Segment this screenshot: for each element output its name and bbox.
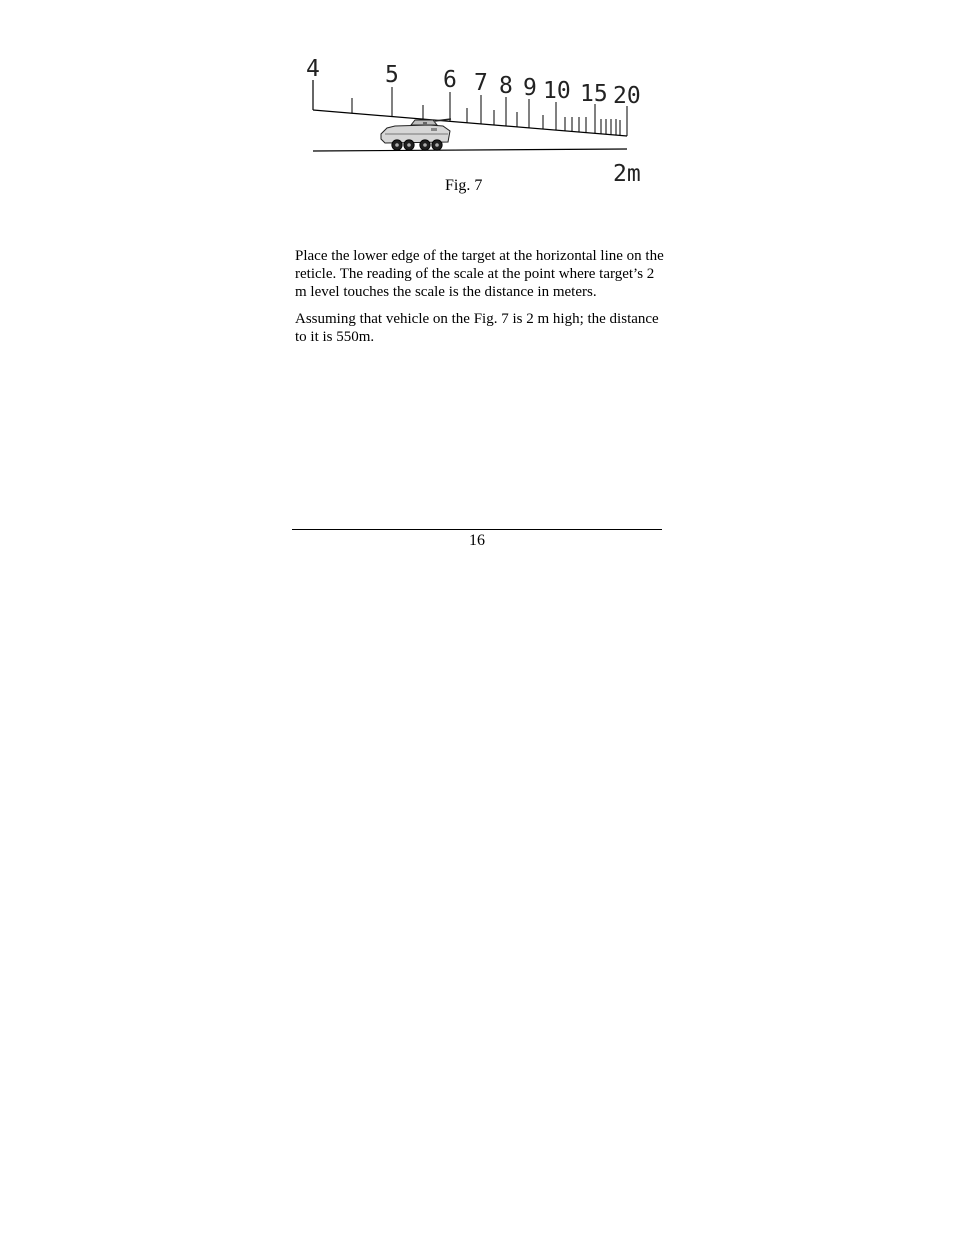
footer-divider (292, 529, 662, 530)
figure-caption: Fig. 7 (445, 177, 483, 194)
paragraph: Assuming that vehicle on the Fig. 7 is 2 m high; the distance to it is 550m. (295, 310, 659, 345)
scale-label-20: 20 (613, 83, 641, 109)
sloped-scale-line (313, 110, 627, 136)
scale-label-5: 5 (385, 62, 399, 88)
body-text (295, 247, 665, 354)
scale-label-10: 10 (543, 78, 571, 104)
scale-label-9: 9 (523, 75, 537, 101)
armored-vehicle-icon (381, 119, 451, 150)
height-label-2m: 2m (613, 161, 641, 187)
scale-label-15: 15 (580, 81, 608, 107)
page-number: 16 (469, 532, 485, 549)
scale-label-4: 4 (306, 56, 320, 82)
scale-label-7: 7 (474, 70, 488, 96)
scale-label-6: 6 (443, 67, 457, 93)
paragraph: Place the lower edge of the target at the horizontal line on the reticle. The reading of the scale at the point where target’s 2 m level touches the scale is the distance in meters. (295, 248, 664, 301)
horizontal-base-line (313, 149, 627, 151)
scale-label-8: 8 (499, 73, 513, 99)
scale-labels (306, 56, 641, 187)
